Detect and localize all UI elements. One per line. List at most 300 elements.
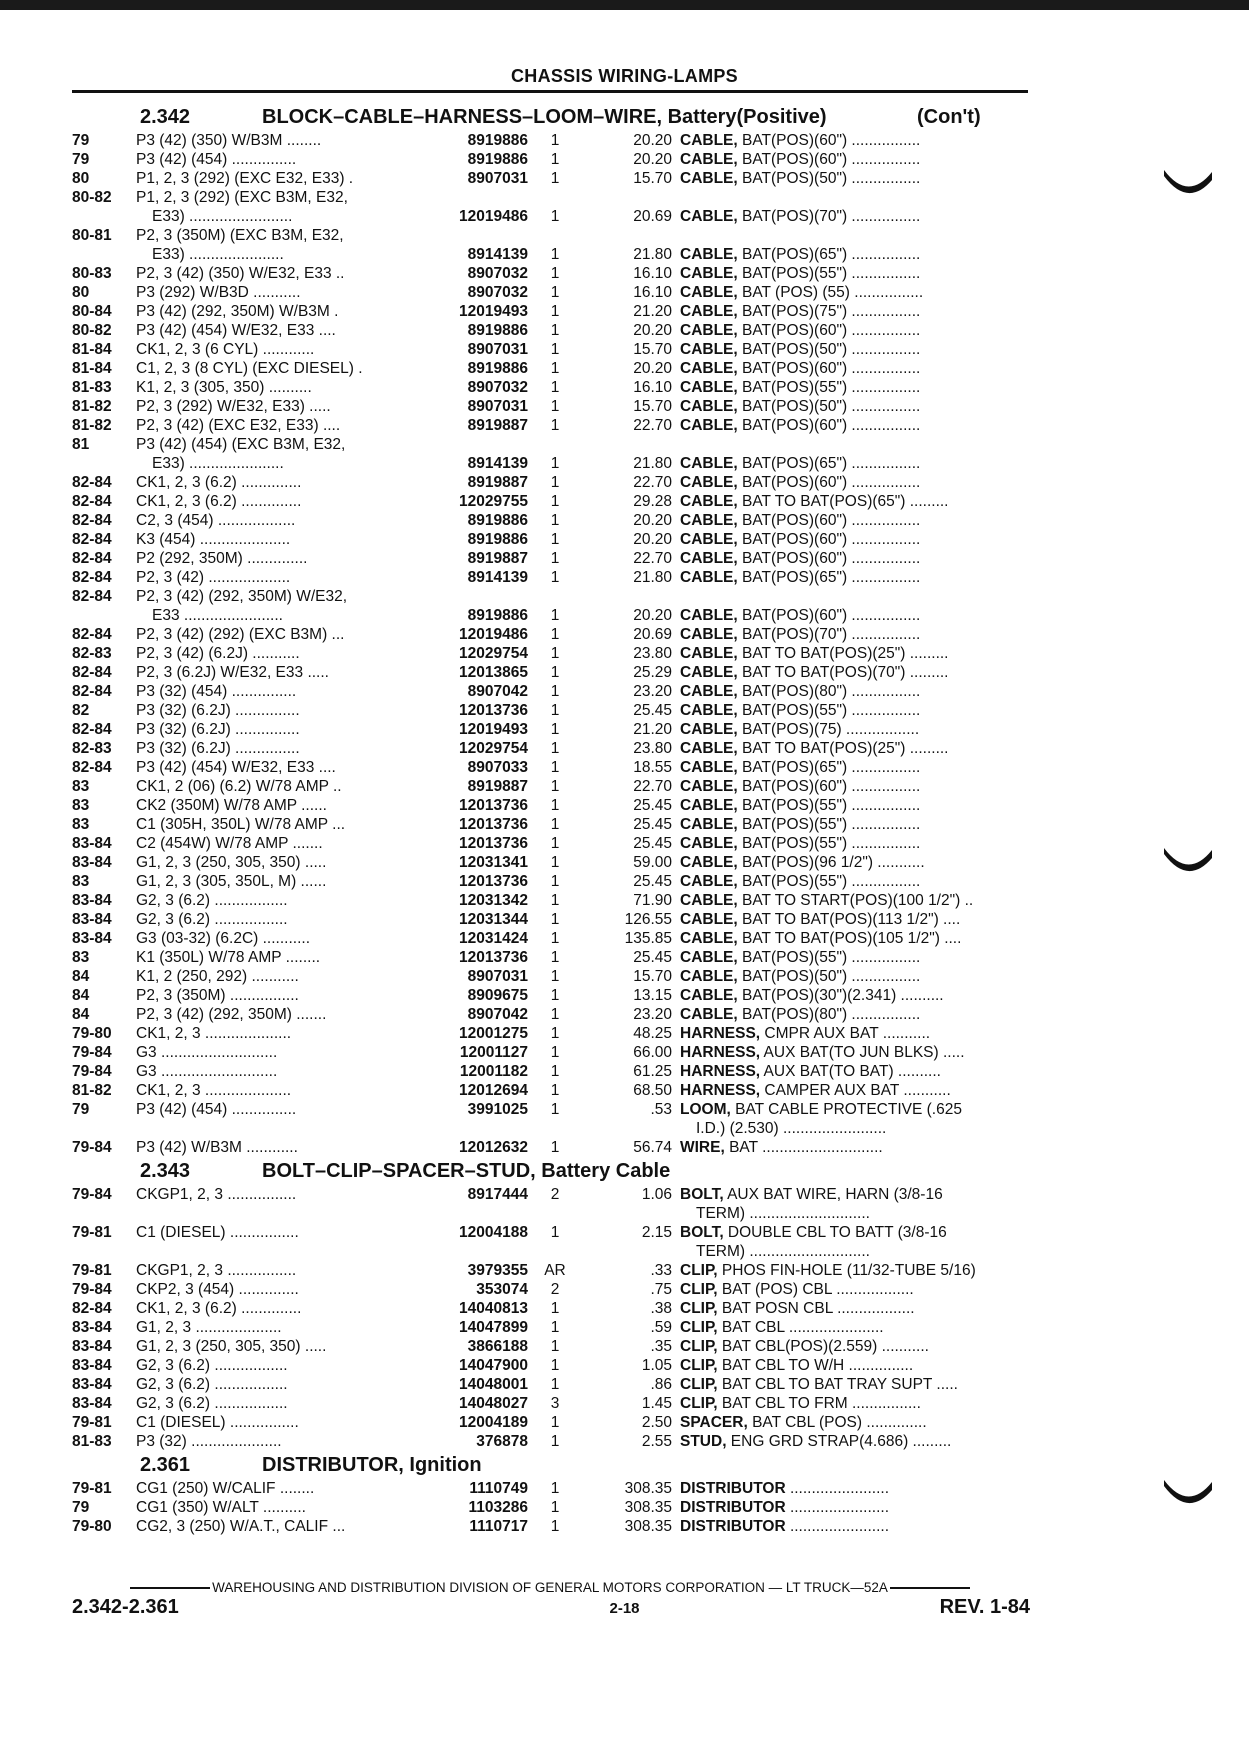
description-keyword: HARNESS,	[680, 1082, 761, 1099]
description-continued: TERM) ............................	[696, 1243, 870, 1260]
quantity: 1	[550, 1433, 560, 1450]
quantity: 1	[550, 645, 560, 662]
description-keyword: DISTRIBUTOR	[680, 1518, 786, 1535]
part-number: 12004188	[412, 1224, 528, 1242]
model-years: 82-84	[72, 512, 112, 529]
description-text: BAT(POS)(55") ................	[737, 702, 921, 719]
price: 25.45	[633, 702, 672, 719]
price: 23.80	[633, 645, 672, 662]
part-number: 12031424	[412, 930, 528, 948]
description-keyword: CLIP,	[680, 1262, 718, 1279]
table-row	[72, 569, 1032, 588]
model-years: 82-84	[72, 493, 112, 510]
description	[680, 645, 1032, 663]
model-years: 79-80	[72, 1025, 112, 1042]
description-text: BAT(POS)(55") ................	[737, 816, 921, 833]
description	[680, 1518, 1032, 1536]
table-row	[72, 1480, 1032, 1499]
description-keyword: CLIP,	[680, 1357, 718, 1374]
application: G3 (03-32) (6.2C) ...........	[136, 930, 310, 947]
description	[680, 550, 1032, 568]
description-keyword: CABLE,	[680, 341, 738, 358]
description-text: .......................	[785, 1499, 889, 1516]
table-row	[72, 1044, 1032, 1063]
part-number: 12029754	[412, 645, 528, 663]
description-keyword: DISTRIBUTOR	[680, 1480, 786, 1497]
description	[680, 569, 1032, 587]
description-keyword: CABLE,	[680, 854, 738, 871]
price: 18.55	[633, 759, 672, 776]
table-row	[72, 1006, 1032, 1025]
part-number: 12012694	[412, 1082, 528, 1100]
description-keyword: CABLE,	[680, 835, 738, 852]
description-keyword: CABLE,	[680, 911, 738, 928]
description-text: AUX BAT(TO JUN BLKS) .....	[760, 1044, 965, 1061]
quantity: 1	[550, 1025, 560, 1042]
quantity: 1	[550, 569, 560, 586]
description	[680, 1025, 1032, 1043]
table-row	[72, 1518, 1032, 1537]
model-years: 83-84	[72, 1338, 112, 1355]
model-years: 82-84	[72, 569, 112, 586]
quantity: 1	[550, 417, 560, 434]
model-years: 84	[72, 987, 90, 1004]
model-years: 80	[72, 170, 90, 187]
description-keyword: CLIP,	[680, 1281, 718, 1298]
quantity: 1	[550, 208, 560, 225]
description-keyword: CABLE,	[680, 702, 738, 719]
description-keyword: HARNESS,	[680, 1044, 761, 1061]
table-row	[72, 816, 1032, 835]
table-row	[72, 379, 1032, 398]
application: CKP2, 3 (454) ..............	[136, 1281, 299, 1298]
model-years: 79	[72, 132, 90, 149]
table-row	[72, 645, 1032, 664]
description-keyword: CABLE,	[680, 474, 738, 491]
application: G1, 2, 3 (250, 305, 350) .....	[136, 1338, 327, 1355]
description-text: BAT(POS)(60") ................	[737, 512, 921, 529]
price: 20.20	[633, 151, 672, 168]
description-keyword: CABLE,	[680, 417, 738, 434]
table-row	[72, 740, 1032, 759]
table-row	[72, 1063, 1032, 1082]
description-text: BAT CABLE PROTECTIVE (.625	[730, 1101, 962, 1118]
section-header	[72, 1452, 1032, 1480]
part-number: 1110749	[412, 1480, 528, 1498]
description-keyword: LOOM,	[680, 1101, 731, 1118]
table-row	[72, 702, 1032, 721]
price: .86	[650, 1376, 672, 1393]
model-years: 84	[72, 968, 90, 985]
description	[680, 474, 1032, 492]
part-number: 8914139	[412, 246, 528, 264]
table-row	[72, 1300, 1032, 1319]
description-text: BAT(POS)(60") ................	[737, 550, 921, 567]
price: .53	[650, 1101, 672, 1118]
table-row	[72, 398, 1032, 417]
part-number: 14040813	[412, 1300, 528, 1318]
footer-division	[72, 1580, 1028, 1595]
binder-hole-icon	[1162, 1478, 1214, 1506]
price: 15.70	[633, 170, 672, 187]
model-years: 83-84	[72, 835, 112, 852]
application: P3 (42) (454) (EXC B3M, E32,	[136, 436, 346, 453]
quantity: 1	[550, 246, 560, 263]
price: 66.00	[633, 1044, 672, 1061]
part-number: 1110717	[412, 1518, 528, 1536]
part-number: 12019493	[412, 303, 528, 321]
table-row	[72, 284, 1032, 303]
part-number: 12001275	[412, 1025, 528, 1043]
description	[680, 778, 1032, 796]
part-number: 8919886	[412, 360, 528, 378]
application: CK2 (350M) W/78 AMP ......	[136, 797, 327, 814]
quantity: 1	[550, 949, 560, 966]
section-title: DISTRIBUTOR, Ignition	[262, 1454, 482, 1476]
price: 20.20	[633, 531, 672, 548]
quantity: 1	[550, 835, 560, 852]
application: K1, 2 (250, 292) ...........	[136, 968, 299, 985]
model-years: 82-83	[72, 740, 112, 757]
description	[680, 360, 1032, 378]
table-row	[72, 911, 1032, 930]
description-text: BAT(POS)(65") ................	[737, 455, 921, 472]
quantity: 1	[550, 664, 560, 681]
description-keyword: CABLE,	[680, 512, 738, 529]
description	[680, 1101, 1032, 1119]
table-row	[72, 265, 1032, 284]
table-row	[72, 1186, 1032, 1224]
description	[680, 455, 1032, 473]
description	[680, 1224, 1032, 1242]
description-text: BAT(POS)(60") ................	[737, 151, 921, 168]
description-text: BAT CBL (POS) ..............	[747, 1414, 927, 1431]
description-text: BAT(POS)(75") ................	[737, 303, 921, 320]
application: P3 (32) (454) ...............	[136, 683, 297, 700]
price: 29.28	[633, 493, 672, 510]
quantity: 1	[550, 626, 560, 643]
price: 59.00	[633, 854, 672, 871]
quantity: 1	[550, 265, 560, 282]
price: 1.06	[641, 1186, 672, 1203]
model-years: 82-84	[72, 664, 112, 681]
section-title: BOLT–CLIP–SPACER–STUD, Battery Cable	[262, 1160, 671, 1182]
description-text: BAT(POS)(80") ................	[737, 683, 921, 700]
table-row	[72, 1319, 1032, 1338]
description-text: PHOS FIN-HOLE (11/32-TUBE 5/16)	[717, 1262, 976, 1279]
part-number: 12013736	[412, 873, 528, 891]
quantity: 1	[550, 1518, 560, 1535]
description-text: BAT ............................	[724, 1139, 883, 1156]
quantity: 2	[550, 1281, 560, 1298]
description	[680, 816, 1032, 834]
application: CG1 (350) W/ALT ..........	[136, 1499, 306, 1516]
application: CK1, 2, 3 (6.2) ..............	[136, 474, 302, 491]
table-row	[72, 1281, 1032, 1300]
description-text: BAT(POS)(55") ................	[737, 379, 921, 396]
part-number: 12031342	[412, 892, 528, 910]
application: CK1, 2, 3 ....................	[136, 1082, 292, 1099]
table-row	[72, 531, 1032, 550]
description	[680, 512, 1032, 530]
model-years: 82-84	[72, 683, 112, 700]
price: 21.20	[633, 721, 672, 738]
model-years: 79-80	[72, 1518, 112, 1535]
model-years: 82-84	[72, 759, 112, 776]
quantity: 1	[550, 1499, 560, 1516]
quantity: 1	[550, 170, 560, 187]
price: 15.70	[633, 968, 672, 985]
part-number: 12012632	[412, 1139, 528, 1157]
description	[680, 1139, 1032, 1157]
table-row	[72, 1262, 1032, 1281]
model-years: 79-81	[72, 1224, 112, 1241]
part-number: 3866188	[412, 1338, 528, 1356]
quantity: 1	[550, 455, 560, 472]
table-row	[72, 797, 1032, 816]
application: G3 ...........................	[136, 1063, 278, 1080]
model-years: 83	[72, 949, 90, 966]
price: 16.10	[633, 379, 672, 396]
top-border	[0, 0, 1249, 10]
model-years: 81	[72, 436, 90, 453]
quantity: 1	[550, 778, 560, 795]
quantity: 1	[550, 854, 560, 871]
description-keyword: CABLE,	[680, 987, 738, 1004]
description-keyword: CABLE,	[680, 626, 738, 643]
description	[680, 398, 1032, 416]
application: P3 (42) (350) W/B3M ........	[136, 132, 322, 149]
price: 135.85	[624, 930, 672, 947]
quantity: 1	[550, 303, 560, 320]
price: 20.20	[633, 512, 672, 529]
description-keyword: CABLE,	[680, 683, 738, 700]
binder-hole-icon	[1162, 846, 1214, 874]
quantity: 1	[550, 1319, 560, 1336]
table-row	[72, 835, 1032, 854]
model-years: 83	[72, 873, 90, 890]
description-text: BAT(POS)(65") ................	[737, 246, 921, 263]
part-number: 8907042	[412, 683, 528, 701]
model-years: 80-82	[72, 189, 112, 206]
part-number: 8907033	[412, 759, 528, 777]
model-years: 82	[72, 702, 90, 719]
description	[680, 1262, 1032, 1280]
table-row	[72, 721, 1032, 740]
description-text: BAT(POS)(30")(2.341) ..........	[737, 987, 944, 1004]
model-years: 81-83	[72, 1433, 112, 1450]
quantity: 1	[550, 1224, 560, 1241]
quantity: 1	[550, 740, 560, 757]
part-number: 12013865	[412, 664, 528, 682]
price: 21.80	[633, 569, 672, 586]
quantity: 1	[550, 132, 560, 149]
part-number: 8907032	[412, 265, 528, 283]
model-years: 82-84	[72, 626, 112, 643]
quantity: 1	[550, 683, 560, 700]
description-continued: I.D.) (2.530) ........................	[696, 1120, 887, 1137]
application: G2, 3 (6.2) .................	[136, 911, 288, 928]
description-keyword: CABLE,	[680, 1006, 738, 1023]
description-text: BAT CBL TO BAT TRAY SUPT .....	[717, 1376, 958, 1393]
description	[680, 930, 1032, 948]
model-years: 81-84	[72, 341, 112, 358]
application: CKGP1, 2, 3 ................	[136, 1186, 297, 1203]
table-row	[72, 854, 1032, 873]
description-text: AUX BAT WIRE, HARN (3/8-16	[723, 1186, 943, 1203]
part-number: 12031341	[412, 854, 528, 872]
quantity: 1	[550, 493, 560, 510]
quantity: 1	[550, 892, 560, 909]
price: .38	[650, 1300, 672, 1317]
description-text: BAT TO START(POS)(100 1/2") ..	[737, 892, 974, 909]
application: P2, 3 (42) (292, 350M) W/E32,	[136, 588, 348, 605]
price: 308.35	[624, 1499, 672, 1516]
model-years: 79	[72, 151, 90, 168]
table-row	[72, 1376, 1032, 1395]
description-keyword: CABLE,	[680, 151, 738, 168]
part-number: 8907031	[412, 398, 528, 416]
section-number: 2.342	[140, 106, 191, 128]
description	[680, 379, 1032, 397]
price: 13.15	[633, 987, 672, 1004]
quantity: 1	[550, 1338, 560, 1355]
price: 68.50	[633, 1082, 672, 1099]
table-row	[72, 1414, 1032, 1433]
model-years: 83	[72, 778, 90, 795]
description-text: BAT (POS) (55) ................	[737, 284, 924, 301]
table-row	[72, 1395, 1032, 1414]
price: 2.55	[641, 1433, 672, 1450]
application: P2, 3 (42) (6.2J) ...........	[136, 645, 300, 662]
quantity: 1	[550, 759, 560, 776]
price: 308.35	[624, 1480, 672, 1497]
description	[680, 493, 1032, 511]
table-row	[72, 189, 1032, 227]
description-keyword: CLIP,	[680, 1338, 718, 1355]
section-title: BLOCK–CABLE–HARNESS–LOOM–WIRE, Battery(Positive)	[262, 106, 827, 128]
description-text: BAT(POS)(50") ................	[737, 398, 921, 415]
description	[680, 265, 1032, 283]
model-years: 80-83	[72, 265, 112, 282]
table-row	[72, 873, 1032, 892]
description-keyword: CABLE,	[680, 740, 738, 757]
model-years: 81-82	[72, 417, 112, 434]
section-continued: (Con't)	[917, 106, 981, 128]
quantity: 1	[550, 531, 560, 548]
description-keyword: CABLE,	[680, 930, 738, 947]
application: P3 (42) (454) ...............	[136, 1101, 297, 1118]
description	[680, 1433, 1032, 1451]
description-keyword: CLIP,	[680, 1319, 718, 1336]
description-keyword: CABLE,	[680, 303, 738, 320]
model-years: 79-81	[72, 1414, 112, 1431]
description	[680, 1395, 1032, 1413]
description-keyword: CABLE,	[680, 664, 738, 681]
part-number: 8919886	[412, 607, 528, 625]
application: CK1, 2, 3 (6 CYL) ............	[136, 341, 315, 358]
description-text: BAT(POS)(60") ................	[737, 417, 921, 434]
part-number: 8919886	[412, 512, 528, 530]
part-number: 12031344	[412, 911, 528, 929]
application: P2 (292, 350M) ..............	[136, 550, 308, 567]
description-text: BAT(POS)(70") ................	[737, 208, 921, 225]
part-number: 3991025	[412, 1101, 528, 1119]
price: 61.25	[633, 1063, 672, 1080]
table-row	[72, 683, 1032, 702]
price: 25.45	[633, 797, 672, 814]
price: 20.69	[633, 208, 672, 225]
description-keyword: CLIP,	[680, 1376, 718, 1393]
description-text: BAT TO BAT(POS)(25") .........	[737, 740, 949, 757]
table-row	[72, 968, 1032, 987]
application: P3 (42) (454) W/E32, E33 ....	[136, 322, 336, 339]
description-text: DOUBLE CBL TO BATT (3/8-16	[723, 1224, 947, 1241]
table-row	[72, 512, 1032, 531]
application: P3 (42) (292, 350M) W/B3M .	[136, 303, 339, 320]
price: .35	[650, 1338, 672, 1355]
description	[680, 132, 1032, 150]
description-text: BAT(POS)(50") ................	[737, 341, 921, 358]
model-years: 82-84	[72, 588, 112, 605]
quantity: 3	[550, 1395, 560, 1412]
description	[680, 683, 1032, 701]
application: CK1, 2 (06) (6.2) W/78 AMP ..	[136, 778, 342, 795]
part-number: 14047899	[412, 1319, 528, 1337]
description-keyword: CABLE,	[680, 550, 738, 567]
part-number: 12019486	[412, 208, 528, 226]
price: 23.80	[633, 740, 672, 757]
quantity: 1	[550, 1480, 560, 1497]
description	[680, 151, 1032, 169]
model-years: 79-84	[72, 1139, 112, 1156]
description-keyword: CABLE,	[680, 607, 738, 624]
description	[680, 987, 1032, 1005]
application-continued: E33 .......................	[152, 607, 283, 624]
price: 16.10	[633, 265, 672, 282]
part-number: 8907031	[412, 170, 528, 188]
description	[680, 835, 1032, 853]
part-number: 12013736	[412, 816, 528, 834]
price: 22.70	[633, 474, 672, 491]
description-keyword: CABLE,	[680, 379, 738, 396]
description-keyword: CABLE,	[680, 493, 738, 510]
part-number: 8917444	[412, 1186, 528, 1204]
table-row	[72, 303, 1032, 322]
application: G3 ...........................	[136, 1044, 278, 1061]
price: 20.69	[633, 626, 672, 643]
description-keyword: CABLE,	[680, 778, 738, 795]
quantity: 1	[550, 512, 560, 529]
model-years: 82-84	[72, 721, 112, 738]
part-number: 8907031	[412, 968, 528, 986]
description-keyword: CABLE,	[680, 531, 738, 548]
part-number: 8919886	[412, 132, 528, 150]
price: 22.70	[633, 417, 672, 434]
quantity: 1	[550, 607, 560, 624]
description-keyword: CABLE,	[680, 721, 738, 738]
description-text: CAMPER AUX BAT ...........	[760, 1082, 951, 1099]
table-row	[72, 170, 1032, 189]
description-keyword: CABLE,	[680, 265, 738, 282]
application: CG2, 3 (250) W/A.T., CALIF ...	[136, 1518, 346, 1535]
section-number: 2.361	[140, 1454, 191, 1476]
part-number: 12019493	[412, 721, 528, 739]
description-text: BAT TO BAT(POS)(65") .........	[737, 493, 949, 510]
model-years: 81-84	[72, 360, 112, 377]
part-number: 8919887	[412, 550, 528, 568]
description-text: BAT(POS)(60") ................	[737, 360, 921, 377]
